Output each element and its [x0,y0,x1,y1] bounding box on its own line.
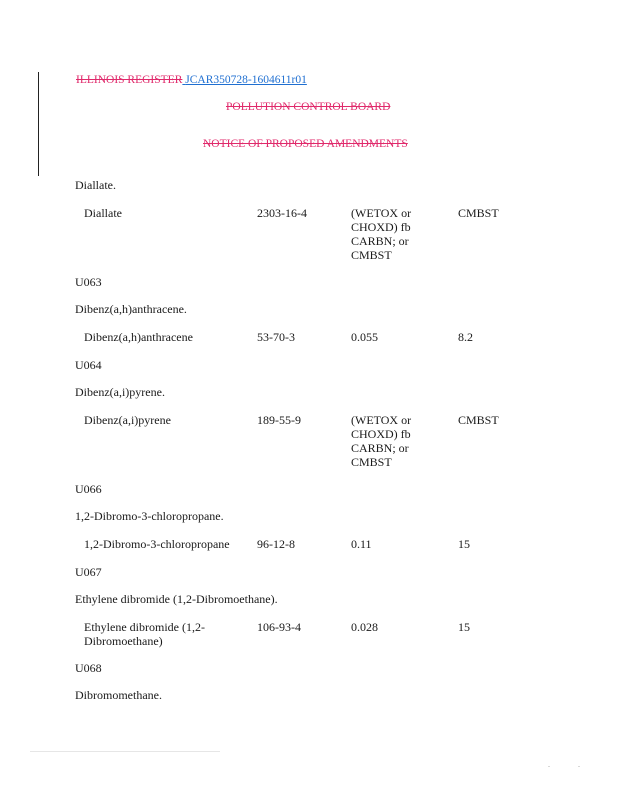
notice-title: NOTICE OF PROPOSED AMENDMENTS [203,138,408,150]
scan-speck [578,766,580,767]
wastewater-standard: (WETOX or CHOXD) fb CARBN; or CMBST [351,206,412,262]
waste-code: U064 [75,358,102,372]
constituent-name: Dibenz(a,h)anthracene [84,330,193,344]
waste-heading: Dibenz(a,i)pyrene. [75,385,165,399]
waste-heading: 1,2-Dibromo-3-chloropropane. [75,509,224,523]
nonwastewater-standard: 15 [458,620,470,634]
constituent-name: 1,2-Dibromo-3-chloropropane [84,537,230,551]
nonwastewater-standard: 15 [458,537,470,551]
register-struck-text: ILLINOIS REGISTER [76,74,183,86]
wastewater-standard: 0.028 [351,620,378,634]
waste-code: U068 [75,661,102,675]
footer-rule [30,751,220,752]
waste-heading: Ethylene dibromide (1,2-Dibromoethane). [75,592,278,606]
waste-heading: Dibenz(a,h)anthracene. [75,302,187,316]
change-margin-bar [38,72,39,176]
cas-number: 96-12-8 [257,537,295,551]
cas-number: 53-70-3 [257,330,295,344]
waste-code: U063 [75,275,102,289]
constituent-name: Diallate [84,206,122,220]
wastewater-standard: (WETOX or CHOXD) fb CARBN; or CMBST [351,413,412,469]
wastewater-standard: 0.11 [351,537,372,551]
cas-number: 189-55-9 [257,413,301,427]
cas-number: 2303-16-4 [257,206,307,220]
constituent-name: Dibenz(a,i)pyrene [84,413,171,427]
waste-code: U066 [75,482,102,496]
cas-number: 106-93-4 [257,620,301,634]
waste-code: U067 [75,565,102,579]
scan-speck [548,766,550,767]
diallate-heading: Diallate. [75,178,116,192]
constituent-name: Ethylene dibromide (1,2-Dibromoethane) [84,620,205,648]
jcar-inserted-text: JCAR350728-1604611r01 [185,74,307,86]
wastewater-standard: 0.055 [351,330,378,344]
register-header [76,74,307,86]
nonwastewater-standard: CMBST [458,206,499,220]
nonwastewater-standard: CMBST [458,413,499,427]
waste-heading: Dibromomethane. [75,688,162,702]
nonwastewater-standard: 8.2 [458,330,473,344]
board-title: POLLUTION CONTROL BOARD [226,101,391,113]
